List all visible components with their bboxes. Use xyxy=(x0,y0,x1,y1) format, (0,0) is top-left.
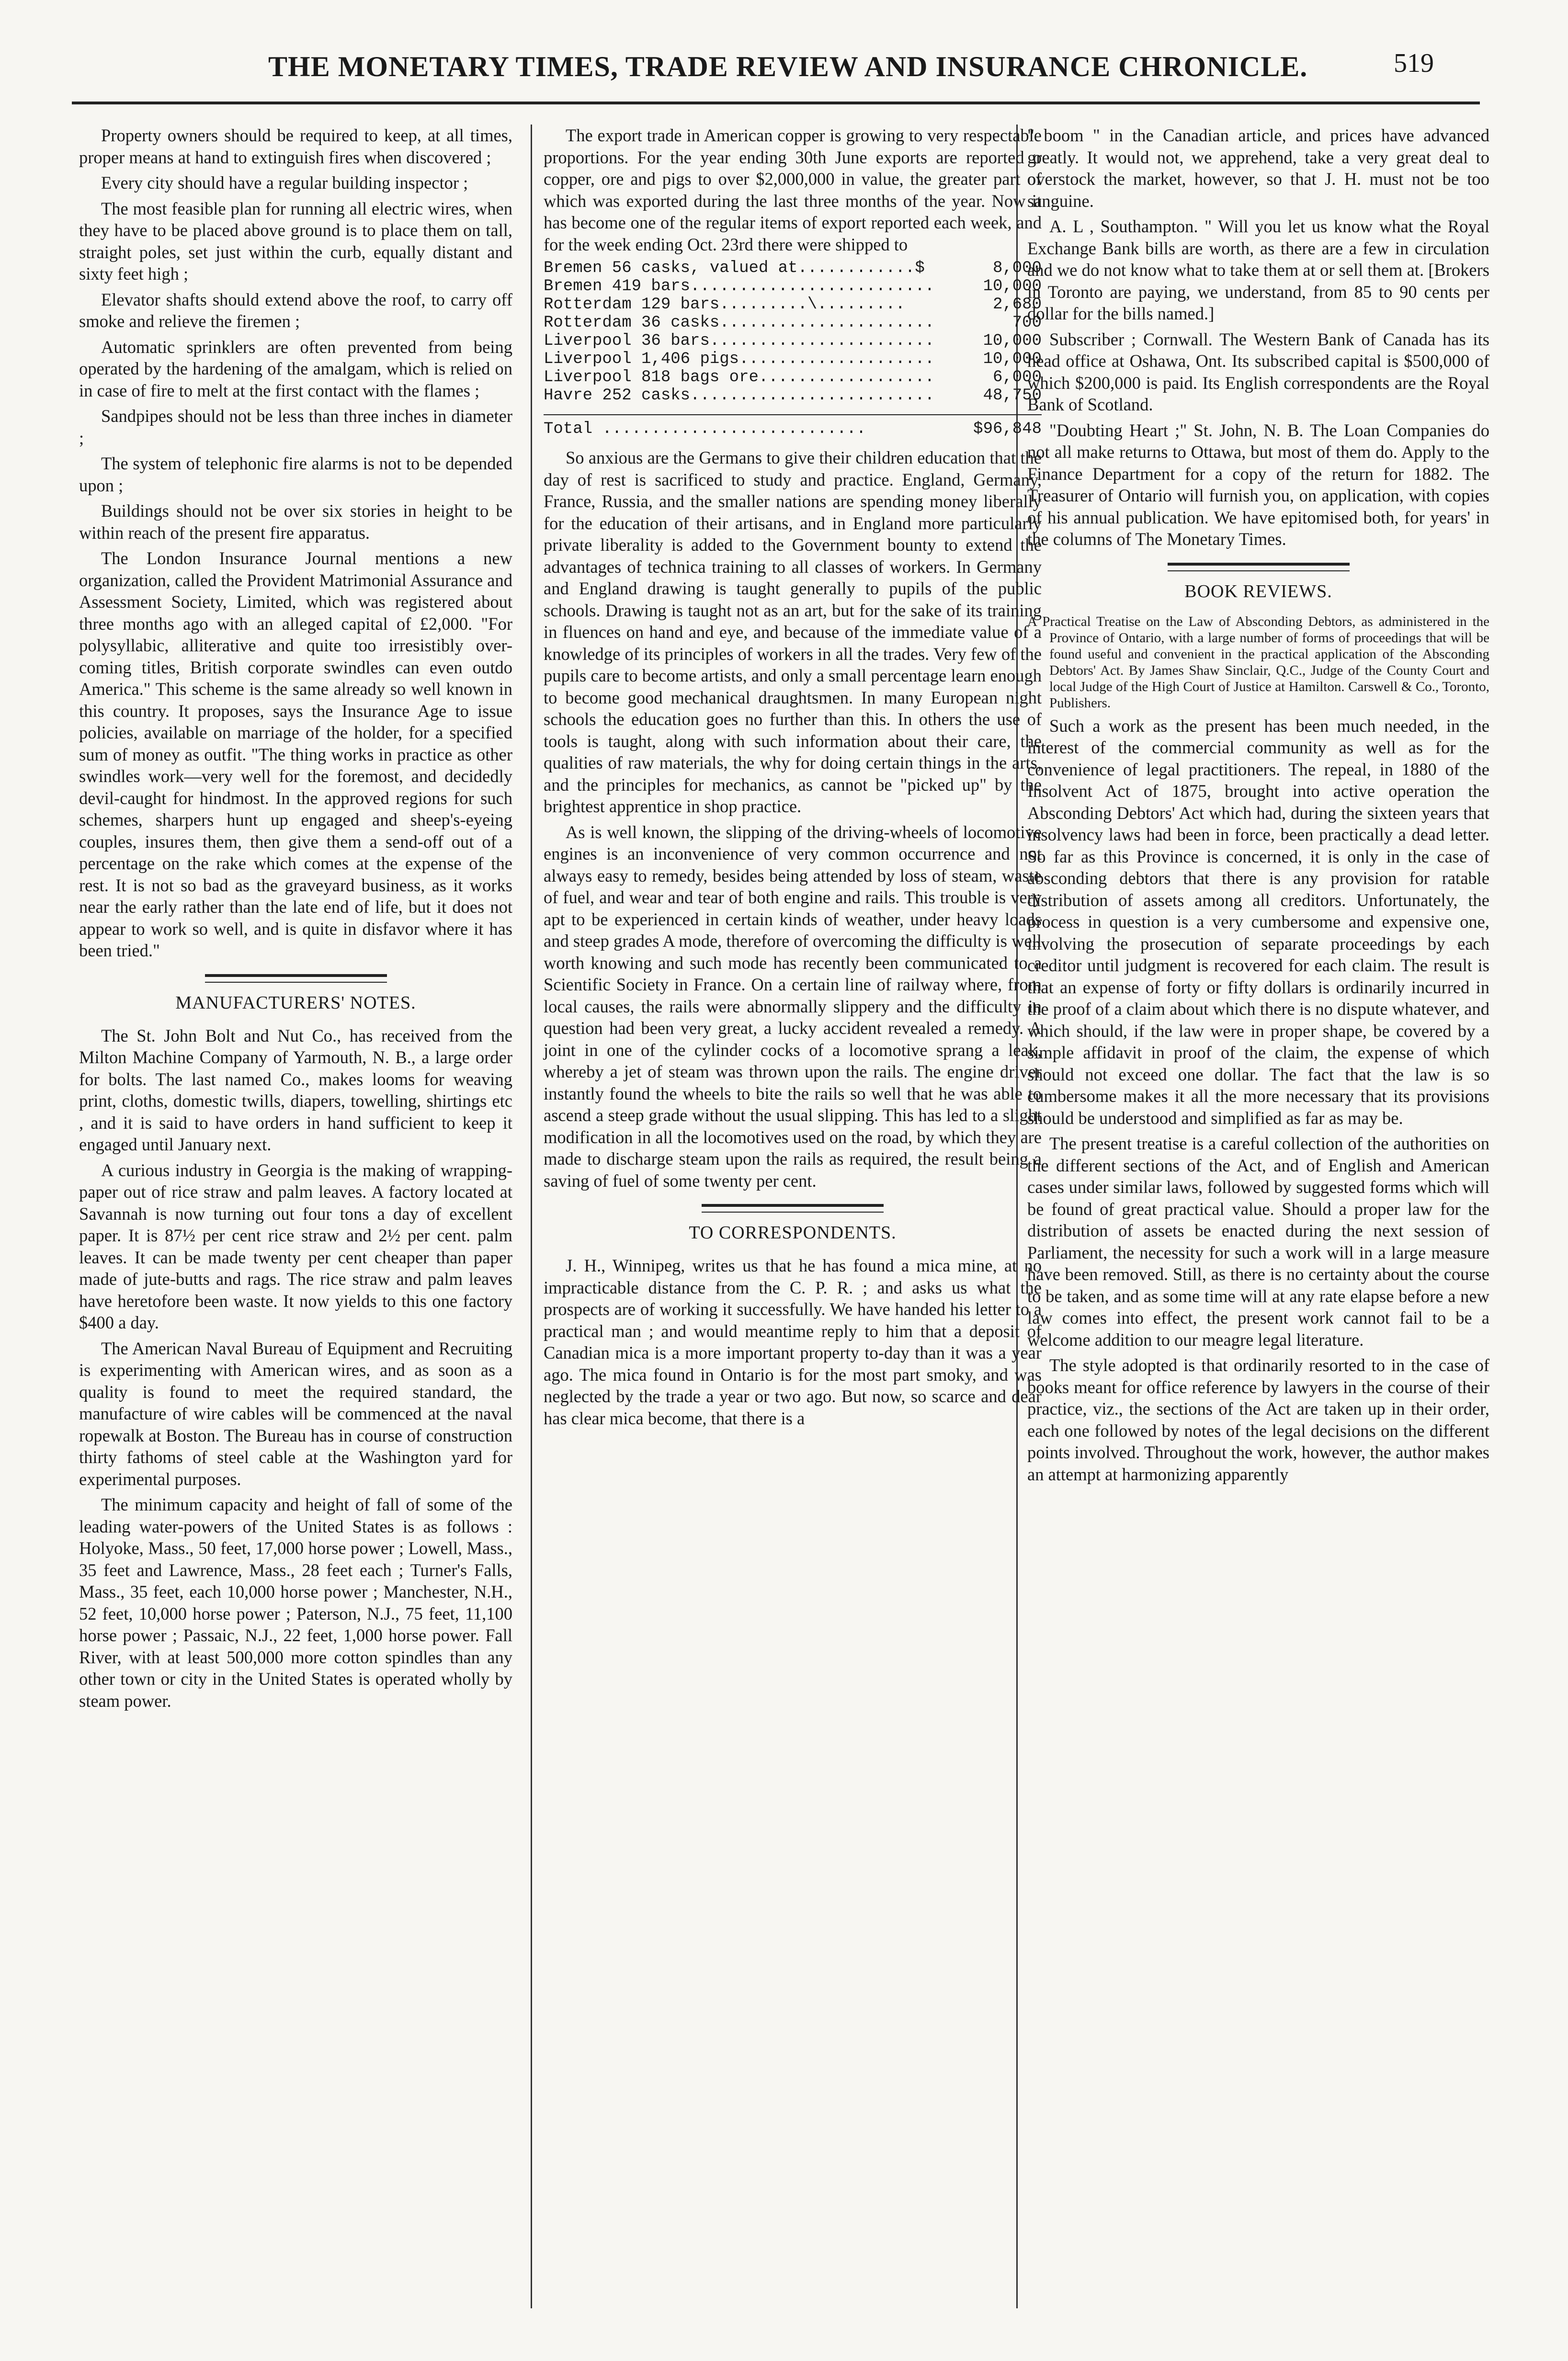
shipment-value: 6,000 xyxy=(992,368,1042,386)
correspondent-jh-paragraph: J. H., Winnipeg, writes us that he has found a mica mine, at no impracticable distance from the C. P. R. ; and asks us what the prospects are of working it successfully. We have handed his letter to a practical man ; and would meantime reply to him that a deposit of Canadian mica is a more important property to-day than it was a year ago. The mica found in Ontario is for the most part smoky, and was neglected by the trade a year or two ago. But now, so scarce and dear has clear mica become, that there is a xyxy=(544,1256,1042,1428)
book-review-paragraph: Such a work as the present has been much needed, in the interest of the commercial community as well as for the convenience of legal practitioners. The repeal, in 1880 of the Insolvent Act of 1875, brought into active operation the Absconding Debtors' Act which had, during the sixteen years that insolvency laws had been in force, been practically a dead letter. So far as this Province is concerned, it is only in the case of absconding debtors that there is any provision for ratable distribution of assets among all creditors. Unfortunately, the process in question is a very cumbersome and expensive one, involving the prosecution of separate proceedings by each creditor until judgment is recovered for each claim. The result is that an expense of forty or fifty dollars is ordinarily incurred in the proof of a claim about which there is no dispute whatever, and which should, if the law were in proper shape, be covered by a simple affidavit in proof of the claim, the expense of which should not exceed one dollar. The fact that the law is so cumbersome makes it all the more necessary that its provisions should be understood and simplified as far as may be. xyxy=(1027,715,1489,1128)
london-journal-paragraph: The London Insurance Journal mentions a new organization, called the Provident Matrimonial Assurance and Assessment Society, Limited, which was registered about three months ago with an alleged capital of £2,000. "For polysyllabic, alliterative and quite too irresistibly over-coming titles, British corporate swindles can even outdo America." This scheme is the same already so well known in this country. It proposes, says the Insurance Age to issue policies, available on marriage of the holder, for a specified sum of money as outfit. "The thing works in practice as other swindles work—very well for the foremost, and decidedly devil-caught for hindmost. In the approved regions for such schemes, sharpers hunt up engaged and sheep's-eyeing couples, insures them, then give them a send-off out of a percentage on the rake which comes at the expense of the rest. It is not so bad as the graveyard business, as it works near the early rather than the late end of life, but it does not appear to work so well, and is quite in disfavor where it has been tried." xyxy=(79,548,512,960)
manufacturers-paragraph: The minimum capacity and height of fall of some of the leading water-powers of the United States is as follows : Holyoke, Mass., 50 feet, 17,000 horse power ; Lowell, Mass., 35 feet and Lawrence, Mass., 28 feet each ; Turner's Falls, Mass., 35 feet, each 10,000 horse power ; Manchester, N.H., 52 feet, 10,000 horse power ; Paterson, N.J., 75 feet, 11,100 horse power ; Passaic, N.J., 22 feet, 1,000 horse power. Fall River, with at least 500,000 more cotton spindles than any other town or city in the United States is operated wholly by steam power. xyxy=(79,1495,512,1711)
locomotive-paragraph: As is well known, the slipping of the driving-wheels of locomotive engines is an inconvenience of very common occurrence and not always easy to remedy, besides being attended by loss of steam, waste of fuel, and wear and tear of both engine and rails. This trouble is very apt to be experienced in certain kinds of weather, under heavy loads and steep grades A mode, therefore of overcoming the difficulty is well worth knowing and such mode has recently been communicated to a Scientific Society in France. On a certain line of railway where, from local causes, the rails were abnormally slippery and the difficulty in question had been very great, a lucky accident revealed a remedy. A joint in one of the cylinder cocks of a locomotive sprang a leak, whereby a jet of steam was thrown upon the rails. The engine driver instantly found the wheels to bite the rails so well that he was able to ascend a steep grade without the usual slipping. This has led to a slight modification in all the locomotives used on the road, by which they are made to discharge steam upon the rails as required, the result being a saving of fuel of some twenty per cent. xyxy=(544,822,1042,1191)
book-review-paragraph: The style adopted is that ordinarily resorted to in the case of books meant for office reference by lawyers in the course of their practice, viz., the sections of the Act are taken up in their order, each one followed by notes of the legal decisions on the different points involved. Throughout the work, however, the author makes an attempt at harmonizing apparently xyxy=(1027,1355,1489,1484)
book-review-paragraph: The present treatise is a careful collection of the authorities on the different sections of the Act, and of English and American cases under similar laws, followed by suggested forms which will be found of great practical value. Should a proper law for the distribution of assets be enacted during the next session of Parliament, the necessity for such a work will in a large measure have been removed. Still, as there is no certainty about the course to be taken, and as some time will at any rate elapse before a new law comes into effect, the present work cannot fail to be a welcome addition to our meagre legal literature. xyxy=(1027,1134,1489,1350)
mica-continuation-paragraph: " boom " in the Canadian article, and prices have advanced greatly. It would not, we apprehend, take a very great deal to overstock the market, however, so that J. H. must not be too sanguine. xyxy=(1027,125,1489,211)
manufacturers-heading: MANUFACTURERS' NOTES. xyxy=(175,992,416,1013)
shipment-label: Bremen 419 bars......................... xyxy=(544,277,935,295)
shipment-row xyxy=(544,259,1042,277)
education-paragraph: So anxious are the Germans to give their children education that the day of rest is sacrificed to study and practice. England, Germany, France, Russia, and the smaller nations are spending money liberally for the education of their artisans, and in England more particularly private liberality is added to the Government bounty to extend the advantages of technica training to all classes of workers. In Germany and England drawing is taught generally to pupils of the public schools. Drawing is taught not as an art, but for the sake of its training in fluences on hand and eye, and because of the immediate value of a knowledge of its principles of workers in all the trades. Very few of the pupils care to become artists, and only a small percentage learn enough to become good mechanical draughtsmen. In many European night schools the education goes no further than this. In others the use of tools is taught, along with such information about their care, the qualities of raw materials, the why for doing certain things in the arts, and the principles for mechanics, as cannot be "picked up" by the brightest apprentice in shop practice. xyxy=(544,448,1042,816)
shipment-row xyxy=(544,350,1042,368)
shipment-value: 2,680 xyxy=(992,295,1042,314)
section-separator xyxy=(205,974,387,983)
shipment-value: 10,000 xyxy=(983,277,1042,295)
fire-rule: Every city should have a regular building inspector ; xyxy=(101,173,468,193)
page-number: 519 xyxy=(1394,48,1434,78)
shipment-value: 8,000 xyxy=(992,259,1042,277)
shipment-value: 10,000 xyxy=(983,332,1042,350)
fire-rule: Elevator shafts should extend above the roof, to carry off smoke and relieve the firemen ; xyxy=(79,289,512,331)
correspondent-doubting-paragraph: "Doubting Heart ;" St. John, N. B. The Loan Companies do not all make returns to Ottawa, but most of them do. Apply to the Finance Department for a copy of the return for 1882. The Treasurer of Ontario will furnish you, on application, with copies of his annual publication. We have epitomised both, for years' in the columns of The Monetary Times. xyxy=(1027,420,1489,549)
shipment-row xyxy=(544,277,1042,295)
shipment-row xyxy=(544,368,1042,386)
shipment-label: Rotterdam 129 bars.........\......... xyxy=(544,295,905,314)
column-1 xyxy=(79,125,512,1715)
book-title-entry: A Practical Treatise on the Law of Absconding Debtors, as administered in the Province of Ontario, with a large number of forms of proceedings that will be found useful and convenient in the practical application of the Absconding Debtors' Act. By James Shaw Sinclair, Q.C., Judge of the County Court and local Judge of the High Court of Justice at Hamilton. Carswell & Co., Toronto, Publishers. xyxy=(1027,613,1489,711)
newspaper-title: THE MONETARY TIMES, TRADE REVIEW AND INSURANCE CHRONICLE. xyxy=(268,51,1308,82)
column-2 xyxy=(544,125,1042,1433)
shipment-row xyxy=(544,314,1042,332)
book-reviews-heading: BOOK REVIEWS. xyxy=(1184,581,1332,602)
shipment-label: Liverpool 36 bars....................... xyxy=(544,332,935,350)
total-label: Total ........................... xyxy=(544,420,866,438)
header-rule xyxy=(72,102,1480,104)
fire-rule: Buildings should not be over six stories in height to be within reach of the present fire apparatus. xyxy=(79,501,512,543)
fire-rule: The system of telephonic fire alarms is not to be depended upon ; xyxy=(79,454,512,495)
shipment-row xyxy=(544,386,1042,405)
shipment-value: 48,750 xyxy=(983,386,1042,405)
manufacturers-paragraph: The St. John Bolt and Nut Co., has received from the Milton Machine Company of Yarmouth, N. B., a large order for bolts. The last named Co., makes looms for weaving print, cloths, domestic twills, diapers, towelling, shirtings etc , and it is said to have orders in hand sufficient to keep it engaged until January next. xyxy=(79,1025,512,1154)
shipment-label: Liverpool 818 bags ore.................. xyxy=(544,368,935,386)
correspondents-heading: TO CORRESPONDENTS. xyxy=(689,1223,897,1243)
manufacturers-paragraph: A curious industry in Georgia is the making of wrapping-paper out of rice straw and palm leaves. A factory located at Savannah is now turning out four tons a day of excellent paper. It is 87½ per cent rice straw and 2½ per cent. palm leaves. It can be made twenty per cent cheaper than paper made of jute-butts and rags. The rice straw and palm leaves have heretofore been waste. It now yields to this one factory $400 a day. xyxy=(79,1160,512,1332)
fire-rule: Sandpipes should not be less than three inches in diameter ; xyxy=(79,406,512,448)
shipment-row xyxy=(544,332,1042,350)
fire-rule: Automatic sprinklers are often prevented from being operated by the hardening of the amalgam, which is relied on in case of fire to melt at the first contact with the flames ; xyxy=(79,337,512,400)
copper-paragraph: The export trade in American copper is growing to very respectable proportions. For the year ending 30th June exports are reported o copper, ore and pigs to over $2,000,000 in value, the greater part of which was exported during the last three months of the year. Now it has become one of the regular items of export reported each week, and for the week ending Oct. 23rd there were shipped to xyxy=(544,125,1042,254)
shipment-value: 10,000 xyxy=(983,350,1042,368)
page-header xyxy=(0,45,1568,98)
fire-rule: The most feasible plan for running all electric wires, when they have to be placed above ground is to place them on tall, straight poles, set just within the curb, equally distant and sixty feet high ; xyxy=(79,198,512,284)
shipment-label: Liverpool 1,406 pigs.................... xyxy=(544,350,935,368)
column-3 xyxy=(1027,125,1489,1489)
correspondent-al-paragraph: A. L , Southampton. " Will you let us know what the Royal Exchange Bank bills are worth, as there are a few in circulation and we do not know what to take them at or sell them at. [Brokers in Toronto are paying, we understand, from 85 to 90 cents per dollar for the bills named.] xyxy=(1027,216,1489,323)
fire-rule: Property owners should be required to keep, at all times, proper means at hand to extinguish fires when discovered ; xyxy=(79,125,512,167)
total-value: $96,848 xyxy=(973,420,1042,438)
shipment-row xyxy=(544,295,1042,314)
shipment-total-row xyxy=(544,414,1042,438)
section-separator xyxy=(1168,563,1350,571)
shipment-value: 700 xyxy=(1012,314,1042,332)
column-divider xyxy=(531,125,532,2308)
manufacturers-paragraph: The American Naval Bureau of Equipment and Recruiting is experimenting with American wires, and as soon as a quality is found to meet the required standard, the manufacture of wire cables will be commenced at the naval ropewalk at Boston. The Bureau has in course of construction thirty fathoms of steel cable at the Washington yard for experimental purposes. xyxy=(79,1338,512,1489)
shipment-label: Havre 252 casks......................... xyxy=(544,386,935,405)
shipment-table xyxy=(544,259,1042,438)
section-separator xyxy=(702,1204,884,1213)
shipment-label: Bremen 56 casks, valued at............$ xyxy=(544,259,925,277)
correspondent-subscriber-paragraph: Subscriber ; Cornwall. The Western Bank of Canada has its head office at Oshawa, Ont. Its subscribed capital is $500,000 of which $200,000 is paid. Its English correspondents are the Royal Bank of Scotland. xyxy=(1027,329,1489,414)
shipment-label: Rotterdam 36 casks...................... xyxy=(544,314,935,332)
